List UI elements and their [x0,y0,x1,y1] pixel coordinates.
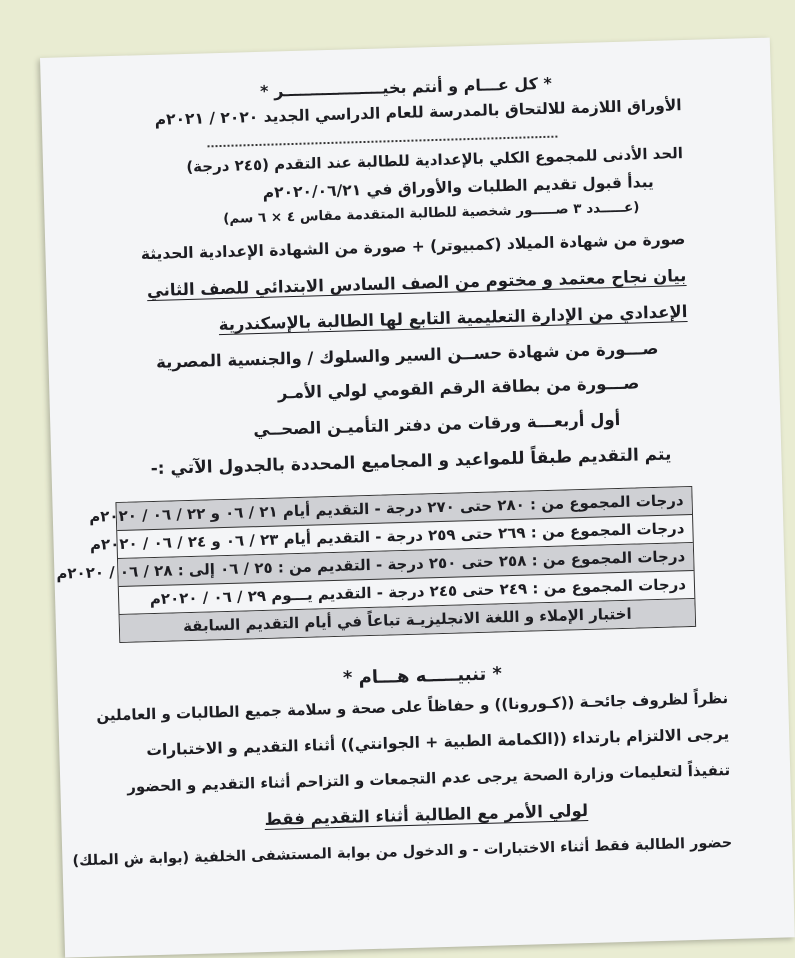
schedule-row: درجات المجموع من : ٢٥٨ حتى ٢٥٠ درجة - التقديم من : ٢٥ / ٠٦ إلى : ٢٨ / ٠٦ / ٢٠٢٠م [118,543,694,587]
page-title: الأوراق اللازمة للالتحاق بالمدرسة للعام الدراسي الجديد ٢٠٢٠ / ٢٠٢١م [154,96,682,129]
national-id: صـــورة من بطاقة الرقم القومي لولي الأمـر [277,373,640,403]
admission-notice [40,38,770,870]
minimum-total: الحد الأدنى للمجموع الكلي بالإعدادية للطالبة عند التقدم (٢٤٥ درجة) [186,144,684,176]
greeting: * كل عـــام و أنتم بخيــــــــــــــــــر * [259,73,553,101]
conduct-certificate: صـــورة من شهادة حســن السير والسلوك / والجنسية المصرية [155,338,659,372]
health-insurance: أول أربعـــة ورقات من دفتر التأميـن الصحــي [253,409,621,440]
schedule-row: اختبار الإملاء و اللغة الانجليزيـة تباعاً في أيام التقديم السابقة [120,599,696,642]
dotted-divider [208,136,558,148]
notice-line-5: حضور الطالبة فقط أثناء الاختبارات - و الدخول من بوابة المستشفى الخلفية (بوابة ش الملك) [72,834,733,870]
photos-requirement: (عـــــدد ٣ صـــــور شخصية للطالبة المتقدمة مقاس ٤ × ٦ سم) [223,199,640,227]
schedule-table [56,486,696,643]
notice-line-3: تنفيذاً لتعليمات وزارة الصحة يرجى عدم التجمعات و التزاحم أثناء التقديم و الحضور [126,761,731,796]
schedule-row: درجات المجموع من : ٢٦٩ حتى ٢٥٩ درجة - التقديم أيام ٢٣ / ٠٦ و ٢٤ / ٠٦ / ٢٠٢٠م [117,515,693,559]
start-date: يبدأ قبول تقديم الطلبات والأوراق في ٢٠٢٠/٠٦/٢١م [262,172,654,202]
notice-line-2: يرجى الالتزام بارتداء ((الكمامة الطبية + الجوانتي)) أثناء التقديم و الاختبارات [146,725,730,760]
success-statement-2: الإعدادي من الإدارة التعليمية التابع لها الطالبة بالإسكندرية [218,302,688,335]
success-statement-1: بيان نجاح معتمد و مختوم من الصف السادس الابتدائي للصف الثاني [146,266,687,301]
schedule-row: درجات المجموع من : ٢٤٩ حتى ٢٤٥ درجة - التقديم يـــوم ٢٩ / ٠٦ / ٢٠٢٠م [119,571,695,615]
notice-heading: * تنبيـــــه هـــام * [342,663,503,689]
birth-certificate: صورة من شهادة الميلاد (كمبيوتر) + صورة من الشهادة الإعدادية الحديثة [140,230,686,264]
schedule-row: درجات المجموع من : ٢٨٠ حتى ٢٧٠ درجة - التقديم أيام ٢١ / ٠٦ و ٢٢ / ٠٦ / ٢٠٢٠م [116,487,692,531]
document-paper [40,38,795,958]
schedule-intro: يتم التقديم طبقاً للمواعيد و المجاميع المحددة بالجدول الآتي :- [150,444,672,480]
notice-line-4: لولي الأمر مع الطالبة أثناء التقديم فقط [264,800,589,830]
notice-line-1: نظراً لظروف جائحـة ((كـورونا)) و حفاظاً على صحة و سلامة جميع الطالبات و العاملين [96,689,729,725]
